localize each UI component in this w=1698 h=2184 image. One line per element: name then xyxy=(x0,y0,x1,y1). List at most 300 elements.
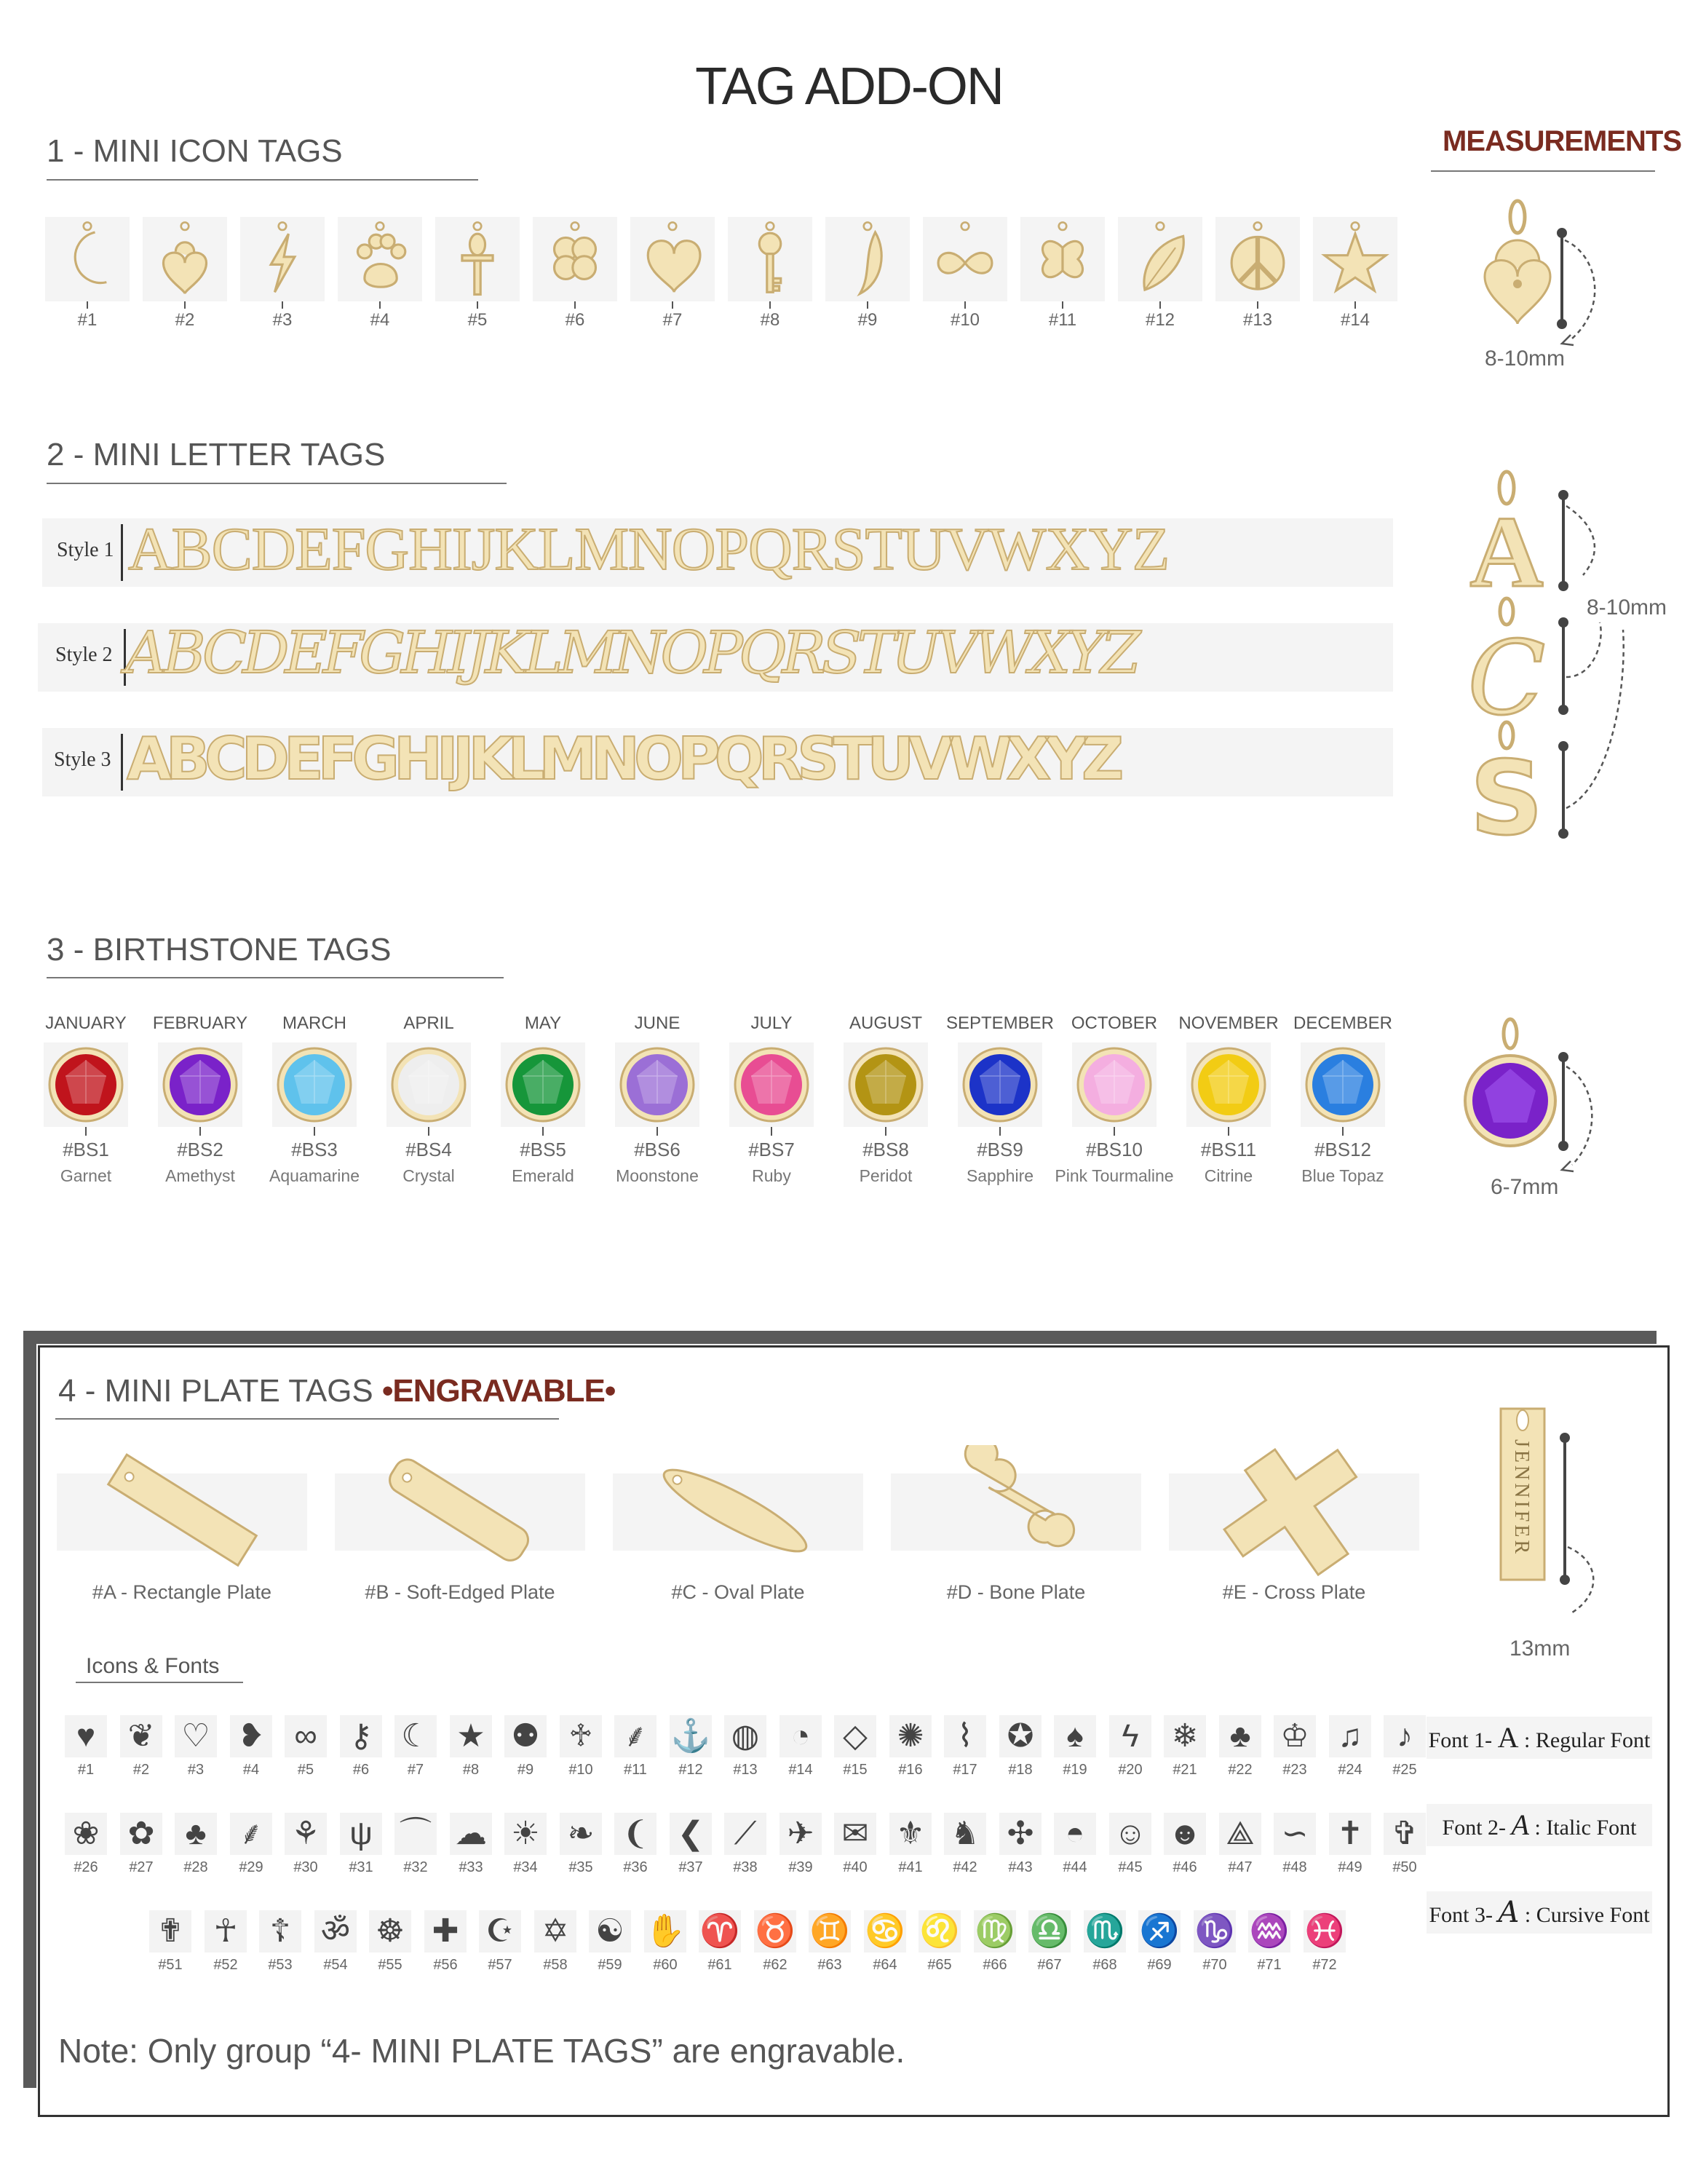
icon-tag-tile xyxy=(240,217,325,301)
engraving-icon-number: #2 xyxy=(132,1762,150,1778)
icon-tag-number: #3 xyxy=(272,310,293,330)
engraving-icon-cell xyxy=(559,1813,603,1876)
engraving-icon-cell xyxy=(204,1910,247,1974)
engraving-icon-number: #10 xyxy=(568,1762,593,1778)
style1-label: Style 1 xyxy=(57,539,114,561)
engraving-icon-cell xyxy=(863,1910,907,1974)
rectangle-plate-image xyxy=(95,1452,269,1569)
engraving-icon-number: #34 xyxy=(513,1859,538,1875)
star-icon xyxy=(1313,217,1397,301)
engraving-icon-cell xyxy=(368,1910,412,1974)
birthstone-name: Amethyst xyxy=(165,1166,235,1185)
engraving-symbol-icon: ☸ xyxy=(369,1910,411,1952)
style1-letters: ABCDEFGHIJKLMNOPQRSTUVWXYZ xyxy=(128,515,1170,583)
engraving-icon-cell xyxy=(588,1910,632,1974)
engraving-icon-cell xyxy=(64,1813,108,1876)
engraving-symbol-icon: ♣ xyxy=(175,1813,217,1855)
birthstone-gem xyxy=(1186,1042,1271,1127)
engraving-icon-cell xyxy=(1273,1715,1317,1779)
icon-tag-number: #9 xyxy=(857,310,878,330)
icon-tag-number: #13 xyxy=(1242,310,1273,330)
engraving-icon-cell xyxy=(1028,1910,1071,1974)
engraving-icon-number: #70 xyxy=(1202,1957,1227,1973)
engraving-symbol-icon: ♍ xyxy=(974,1910,1016,1952)
paw-icon xyxy=(338,217,422,301)
engraving-icon-number: #18 xyxy=(1008,1762,1033,1778)
engraving-icon-cell xyxy=(174,1813,218,1876)
engraving-icon-cell xyxy=(999,1715,1042,1779)
icon-tag-tile xyxy=(1118,217,1202,301)
engraving-symbol-icon: ♠ xyxy=(1054,1715,1096,1757)
birthstone-month: JUNE xyxy=(634,1013,681,1033)
section4-underline xyxy=(55,1418,559,1420)
engraving-icon-number: #57 xyxy=(488,1957,512,1973)
engraving-icon-number: #9 xyxy=(517,1762,534,1778)
font3-box xyxy=(1427,1891,1652,1934)
section3-underline xyxy=(47,977,504,978)
engraving-icon-cell xyxy=(504,1813,547,1876)
birthstone-gem xyxy=(272,1042,357,1127)
engraving-icon-number: #12 xyxy=(678,1762,703,1778)
sample-letter-a: A xyxy=(1469,496,1544,609)
birthstone-code: #BS10 xyxy=(1085,1139,1143,1160)
engraving-icon-number: #46 xyxy=(1173,1859,1197,1875)
font1-box xyxy=(1427,1717,1652,1759)
engraving-icon-cell xyxy=(943,1813,987,1876)
engraving-symbol-icon: ♐ xyxy=(1138,1910,1181,1952)
panel-left-shadow xyxy=(23,1331,36,2088)
engraving-symbol-icon: ⌇ xyxy=(944,1715,986,1757)
engraving-icon-number: #41 xyxy=(898,1859,923,1875)
section1-heading: 1 - MINI ICON TAGS xyxy=(47,133,343,169)
tag-pointer xyxy=(1062,301,1063,309)
section1-measurement: 8-10mm xyxy=(1485,347,1566,371)
engraving-icon-number: #53 xyxy=(268,1957,293,1973)
engraving-symbol-icon: ⌒ xyxy=(394,1813,437,1855)
tag-pointer xyxy=(999,1127,1001,1136)
infinity-icon xyxy=(923,217,1007,301)
font1-prefix: Font 1- xyxy=(1428,1728,1493,1752)
engraving-icon-number: #67 xyxy=(1037,1957,1062,1973)
engraving-icon-number: #52 xyxy=(213,1957,238,1973)
engraving-symbol-icon: ◇ xyxy=(834,1715,876,1757)
birthstone-tile xyxy=(44,1042,128,1127)
engraving-symbol-icon: ❀ xyxy=(65,1813,107,1855)
tag-pointer xyxy=(769,301,771,309)
engraving-icon-cell xyxy=(284,1715,328,1779)
tag-pointer xyxy=(574,301,576,309)
engraving-icon-cell xyxy=(1328,1813,1372,1876)
engraving-icon-number: #26 xyxy=(74,1859,98,1875)
birthstone-code: #BS6 xyxy=(634,1139,681,1160)
engraving-icon-number: #71 xyxy=(1257,1957,1282,1973)
style2-letters: ABCDEFGHIJKLMNOPQRSTUVWXYZ xyxy=(125,619,1137,687)
engraving-symbol-icon: ✚ xyxy=(424,1910,467,1952)
section2-underline xyxy=(47,483,507,484)
engraving-symbol-icon: ❄ xyxy=(1164,1715,1206,1757)
engraving-icon-number: #17 xyxy=(953,1762,977,1778)
tag-pointer xyxy=(1159,301,1161,309)
engraving-symbol-icon: ⸙ xyxy=(230,1813,272,1855)
engraving-icon-cell xyxy=(1273,1813,1317,1876)
engraving-icon-cell xyxy=(973,1910,1017,1974)
engraving-icon-cell xyxy=(1163,1813,1207,1876)
engraving-icon-number: #37 xyxy=(678,1859,703,1875)
engraving-symbol-icon: ♱ xyxy=(560,1715,602,1757)
font2-name: : Italic Font xyxy=(1534,1816,1637,1840)
icon-tag-tile xyxy=(1215,217,1300,301)
font2-box xyxy=(1427,1804,1652,1846)
engraving-symbol-icon: ♓ xyxy=(1304,1910,1346,1952)
birthstone-gem xyxy=(958,1042,1042,1127)
engraving-symbol-icon: ✉ xyxy=(834,1813,876,1855)
birthstone-tile xyxy=(958,1042,1042,1127)
peace-icon xyxy=(1215,217,1300,301)
engraving-icon-cell xyxy=(533,1910,577,1974)
bone-plate-image xyxy=(932,1445,1106,1576)
page-title: TAG ADD-ON xyxy=(695,58,1003,116)
birthstone-name: Garnet xyxy=(60,1166,112,1185)
birthstone-tile xyxy=(501,1042,585,1127)
engraving-icon-number: #11 xyxy=(624,1762,647,1778)
engraving-icon-number: #62 xyxy=(763,1957,787,1973)
engraving-icon-number: #38 xyxy=(733,1859,758,1875)
plate-a-caption: #A - Rectangle Plate xyxy=(92,1581,272,1603)
tag-pointer xyxy=(85,1127,87,1136)
engraving-symbol-icon: ✟ xyxy=(149,1910,191,1952)
birthstone-name: Citrine xyxy=(1204,1166,1253,1185)
icon-tag-tile xyxy=(45,217,130,301)
engraving-icon-cell xyxy=(174,1715,218,1779)
engraving-icon-number: #45 xyxy=(1118,1859,1143,1875)
engraving-icon-number: #5 xyxy=(297,1762,314,1778)
birthstone-gem xyxy=(44,1042,128,1127)
engraving-icon-cell xyxy=(1108,1813,1152,1876)
icon-tag-tile xyxy=(728,217,812,301)
engraving-icon-number: #39 xyxy=(788,1859,813,1875)
engraving-symbol-icon: ♑ xyxy=(1194,1910,1236,1952)
birthstone-tile xyxy=(844,1042,928,1127)
font1-name: : Regular Font xyxy=(1524,1728,1651,1752)
engraving-icon-cell xyxy=(723,1813,767,1876)
engraving-icon-number: #36 xyxy=(623,1859,648,1875)
engraving-symbol-icon: ☁ xyxy=(450,1813,492,1855)
style1-divider xyxy=(121,524,123,581)
birthstone-month: DECEMBER xyxy=(1293,1013,1393,1033)
tag-pointer xyxy=(314,1127,315,1136)
birthstone-name: Aquamarine xyxy=(269,1166,360,1185)
icon-tag-number: #4 xyxy=(370,310,390,330)
tag-pointer xyxy=(1228,1127,1229,1136)
tag-pointer xyxy=(885,1127,886,1136)
engraving-symbol-icon: ✡ xyxy=(534,1910,576,1952)
engraving-icon-cell xyxy=(229,1813,273,1876)
icon-tag-tile xyxy=(923,217,1007,301)
tag-pointer xyxy=(672,301,673,309)
engraving-icon-number: #3 xyxy=(187,1762,205,1778)
birthstone-name: Peridot xyxy=(859,1166,913,1185)
birthstone-code: #BS7 xyxy=(748,1139,795,1160)
plate-c-caption: #C - Oval Plate xyxy=(671,1581,805,1603)
sample-engraving: JENNIFER xyxy=(1510,1439,1533,1557)
birthstone-name: Blue Topaz xyxy=(1301,1166,1384,1185)
engraving-icon-number: #16 xyxy=(898,1762,923,1778)
engraving-icon-number: #51 xyxy=(158,1957,183,1973)
engraving-icon-cell xyxy=(943,1715,987,1779)
icon-tag-tile xyxy=(1020,217,1105,301)
engraving-symbol-icon: ♥ xyxy=(65,1715,107,1757)
engraving-symbol-icon: ॐ xyxy=(314,1910,357,1952)
engraving-icon-number: #1 xyxy=(77,1762,95,1778)
sample-letter-s: S xyxy=(1469,740,1544,852)
engraving-icon-number: #42 xyxy=(953,1859,977,1875)
engraving-icon-number: #55 xyxy=(378,1957,402,1973)
birthstone-month: SEPTEMBER xyxy=(945,1013,1055,1033)
engraving-icon-number: #20 xyxy=(1118,1762,1143,1778)
engraving-icon-number: #69 xyxy=(1147,1957,1172,1973)
letter-tags-measurement-illustration xyxy=(1456,466,1689,852)
birthstone-gem xyxy=(386,1042,471,1127)
engraving-icon-number: #7 xyxy=(407,1762,424,1778)
engraving-symbol-icon: ◓ xyxy=(1054,1813,1096,1855)
birthstone-code: #BS11 xyxy=(1200,1139,1257,1160)
engraving-icon-cell xyxy=(1383,1813,1427,1876)
engraving-icon-cell xyxy=(779,1813,822,1876)
icon-tag-number: #2 xyxy=(175,310,195,330)
engraving-symbol-icon: ✪ xyxy=(999,1715,1042,1757)
oval-plate-image xyxy=(648,1452,822,1569)
engraving-symbol-icon: ⚘ xyxy=(285,1813,327,1855)
engraving-symbol-icon: ☻ xyxy=(1164,1813,1206,1855)
engraving-icon-cell xyxy=(284,1813,328,1876)
tag-pointer xyxy=(656,1127,658,1136)
engraving-symbol-icon: ☦ xyxy=(259,1910,301,1952)
heart-icon xyxy=(630,217,715,301)
engraving-icon-number: #27 xyxy=(129,1859,154,1875)
engraving-icon-cell xyxy=(1218,1715,1262,1779)
engraving-icon-number: #4 xyxy=(242,1762,260,1778)
engraving-symbol-icon: ✺ xyxy=(889,1715,932,1757)
engraving-icon-number: #29 xyxy=(239,1859,263,1875)
birthstone-code: #BS12 xyxy=(1314,1139,1372,1160)
birthstone-code: #BS5 xyxy=(520,1139,566,1160)
birthstone-gem xyxy=(501,1042,585,1127)
engraving-icon-cell xyxy=(478,1910,522,1974)
key-icon xyxy=(728,217,812,301)
engraving-icon-cell xyxy=(723,1715,767,1779)
style3-row xyxy=(42,725,1393,796)
plate-b-caption: #B - Soft-Edged Plate xyxy=(365,1581,555,1603)
engraving-symbol-icon: ◍ xyxy=(724,1715,766,1757)
engraving-icon-cell xyxy=(1303,1910,1346,1974)
engraving-symbol-icon: ♔ xyxy=(1274,1715,1316,1757)
birthstone-gem xyxy=(844,1042,928,1127)
birthstone-code: #BS2 xyxy=(177,1139,223,1160)
engraving-symbol-icon: ⚷ xyxy=(340,1715,382,1757)
engraving-icon-cell xyxy=(999,1813,1042,1876)
sample-letter-c: C xyxy=(1467,620,1546,738)
engraving-symbol-icon: ♏ xyxy=(1084,1910,1126,1952)
engraving-icon-number: #24 xyxy=(1338,1762,1362,1778)
engraving-icon-number: #72 xyxy=(1312,1957,1337,1973)
icon-tag-tile xyxy=(143,217,227,301)
tag-pointer xyxy=(542,1127,544,1136)
engraving-symbol-icon: ♡ xyxy=(175,1715,217,1757)
font3-name: : Cursive Font xyxy=(1524,1903,1650,1927)
style3-divider xyxy=(121,734,123,791)
engraving-symbol-icon: ☺ xyxy=(1109,1813,1151,1855)
birthstone-tile xyxy=(615,1042,699,1127)
icons-fonts-underline xyxy=(76,1682,243,1683)
birthstone-month: FEBRUARY xyxy=(152,1013,248,1033)
engraving-icon-cell xyxy=(394,1715,437,1779)
engraving-icon-cell xyxy=(614,1715,657,1779)
icon-tag-tile xyxy=(825,217,910,301)
engraving-symbol-icon: ❨ xyxy=(614,1813,656,1855)
engraving-icon-cell xyxy=(1053,1715,1097,1779)
engraving-icon-number: #30 xyxy=(293,1859,318,1875)
engraving-icon-cell xyxy=(889,1813,932,1876)
engraving-symbol-icon: ❧ xyxy=(560,1813,602,1855)
birthstone-month: MAY xyxy=(524,1013,562,1033)
cross-plate-image xyxy=(1208,1445,1383,1576)
birthstone-month: OCTOBER xyxy=(1071,1013,1158,1033)
engraving-icon-cell xyxy=(148,1910,192,1974)
engraving-symbol-icon: ♣ xyxy=(1219,1715,1261,1757)
engraving-symbol-icon: ❦ xyxy=(120,1715,162,1757)
engraving-icon-number: #25 xyxy=(1392,1762,1417,1778)
engraving-symbol-icon: ⸙ xyxy=(614,1715,656,1757)
birthstone-name: Ruby xyxy=(752,1166,791,1185)
heart-lock-icon xyxy=(143,217,227,301)
engraving-icon-number: #56 xyxy=(433,1957,458,1973)
engraving-icon-cell xyxy=(833,1813,877,1876)
engraving-symbol-icon: ♈ xyxy=(699,1910,741,1952)
engraving-icon-cell xyxy=(504,1715,547,1779)
birthstone-month: MARCH xyxy=(282,1013,346,1033)
engraving-icon-cell xyxy=(394,1813,437,1876)
engraving-icon-number: #65 xyxy=(927,1957,952,1973)
engraving-icon-cell xyxy=(119,1813,163,1876)
engraving-icon-cell xyxy=(1138,1910,1181,1974)
ankh-icon xyxy=(435,217,520,301)
font2-prefix: Font 2- xyxy=(1442,1816,1507,1840)
icon-tag-number: #14 xyxy=(1340,310,1370,330)
section1-underline xyxy=(47,179,478,181)
engraving-symbol-icon: ☀ xyxy=(504,1813,547,1855)
birthstone-code: #BS3 xyxy=(291,1139,338,1160)
engraving-symbol-icon: ♌ xyxy=(919,1910,961,1952)
measurements-heading: MEASUREMENTS xyxy=(1443,125,1682,157)
engraving-icon-cell xyxy=(918,1910,961,1974)
clover-icon xyxy=(533,217,617,301)
engraving-icon-cell xyxy=(643,1910,687,1974)
lightning-icon xyxy=(240,217,325,301)
engraving-icon-number: #68 xyxy=(1092,1957,1117,1973)
engraving-icon-number: #15 xyxy=(843,1762,868,1778)
engraving-icon-number: #48 xyxy=(1282,1859,1307,1875)
section4-heading-accent: •ENGRAVABLE• xyxy=(382,1373,616,1409)
birthstone-month: NOVEMBER xyxy=(1178,1013,1279,1033)
birthstone-gem xyxy=(158,1042,242,1127)
engraving-icon-cell xyxy=(229,1715,273,1779)
engraving-icon-cell xyxy=(779,1715,822,1779)
engraving-icon-cell xyxy=(1193,1910,1237,1974)
birthstone-tile xyxy=(1186,1042,1271,1127)
engraving-icon-number: #23 xyxy=(1282,1762,1307,1778)
engraving-symbol-icon: ☪ xyxy=(479,1910,521,1952)
engraving-icon-number: #22 xyxy=(1228,1762,1253,1778)
engraving-symbol-icon: ♉ xyxy=(754,1910,796,1952)
engraving-icon-number: #31 xyxy=(349,1859,373,1875)
section2-heading: 2 - MINI LETTER TAGS xyxy=(47,437,386,472)
style3-label: Style 3 xyxy=(54,748,111,771)
style1-row xyxy=(42,515,1393,587)
engraving-icon-number: #40 xyxy=(843,1859,868,1875)
engraving-symbol-icon: ✞ xyxy=(1384,1813,1426,1855)
birthstone-tile xyxy=(272,1042,357,1127)
font3-prefix: Font 3- xyxy=(1429,1903,1493,1927)
birthstone-name: Moonstone xyxy=(616,1166,699,1185)
engraving-symbol-icon: ★ xyxy=(450,1715,492,1757)
birthstone-name: Pink Tourmaline xyxy=(1055,1166,1174,1185)
engraving-symbol-icon: ✣ xyxy=(999,1813,1042,1855)
engraving-symbol-icon: ♪ xyxy=(1384,1715,1426,1757)
icon-tag-number: #12 xyxy=(1145,310,1175,330)
engraving-icon-cell xyxy=(808,1910,852,1974)
engraving-icon-cell xyxy=(339,1813,383,1876)
engraving-icon-number: #14 xyxy=(788,1762,813,1778)
style3-letters: ABCDEFGHIJKLMNOPQRSTUVWXYZ xyxy=(127,725,1119,793)
engraving-icon-cell xyxy=(559,1715,603,1779)
style2-row xyxy=(38,619,1393,692)
engraving-icon-cell xyxy=(1328,1715,1372,1779)
section4-heading xyxy=(58,1373,615,1409)
engraving-icon-number: #28 xyxy=(183,1859,208,1875)
wing-icon xyxy=(825,217,910,301)
engraving-icon-cell xyxy=(258,1910,302,1974)
engraving-icon-cell xyxy=(889,1715,932,1779)
birthstone-measurement-illustration xyxy=(1456,1012,1630,1187)
icon-tag-tile xyxy=(630,217,715,301)
engraving-icon-cell xyxy=(314,1910,357,1974)
engraving-symbol-icon: ∽ xyxy=(1274,1813,1316,1855)
engraving-icon-cell xyxy=(614,1813,657,1876)
engraving-icon-number: #21 xyxy=(1173,1762,1197,1778)
icon-tag-tile xyxy=(1313,217,1397,301)
icon-tag-tile xyxy=(338,217,422,301)
engraving-icon-cell xyxy=(1108,1715,1152,1779)
tag-pointer xyxy=(379,301,381,309)
engraving-icon-number: #60 xyxy=(653,1957,678,1973)
font2-letter: A xyxy=(1511,1808,1529,1841)
engraving-icon-number: #19 xyxy=(1063,1762,1087,1778)
birthstone-tile xyxy=(1301,1042,1385,1127)
birthstone-gem xyxy=(1301,1042,1385,1127)
engraving-symbol-icon: ♒ xyxy=(1248,1910,1290,1952)
engraving-symbol-icon: ⟁ xyxy=(1219,1813,1261,1855)
birthstone-gem xyxy=(729,1042,814,1127)
engraving-symbol-icon: ✈ xyxy=(779,1813,822,1855)
tag-pointer xyxy=(964,301,966,309)
panel-top-shadow xyxy=(23,1331,1657,1344)
style2-label: Style 2 xyxy=(55,644,113,666)
engraving-symbol-icon: ♊ xyxy=(809,1910,851,1952)
engraving-icon-number: #61 xyxy=(707,1957,732,1973)
engraving-symbol-icon: ◔ xyxy=(779,1715,822,1757)
engraving-icon-number: #44 xyxy=(1063,1859,1087,1875)
section3-heading: 3 - BIRTHSTONE TAGS xyxy=(47,932,392,968)
